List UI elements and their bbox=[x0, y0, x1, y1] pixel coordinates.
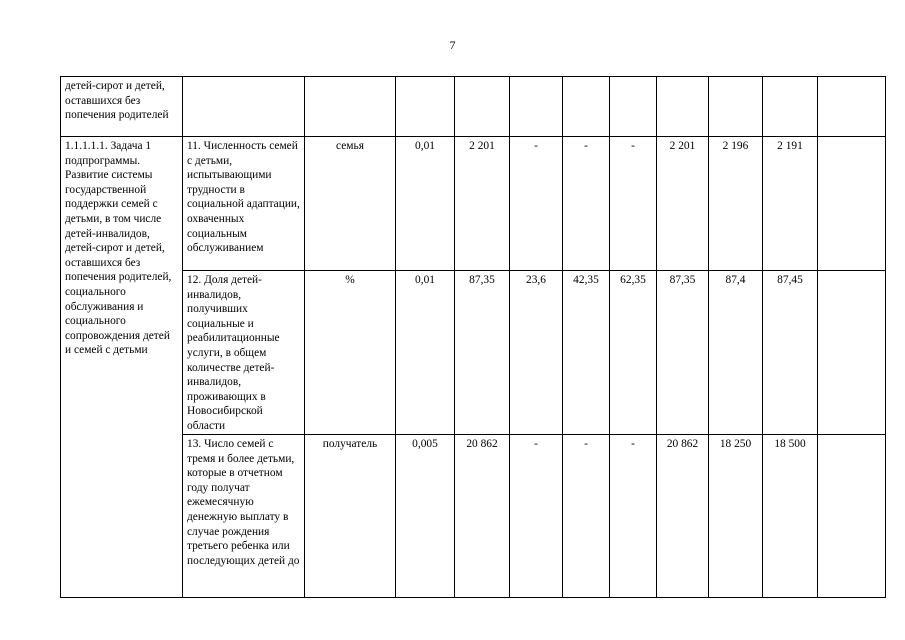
value-cell: 2 201 bbox=[455, 137, 510, 271]
value-cell: - bbox=[510, 435, 563, 598]
value-cell: 87,35 bbox=[657, 271, 709, 435]
weight-cell: 0,01 bbox=[396, 137, 455, 271]
indicators-table bbox=[60, 76, 886, 598]
value-cell: - bbox=[610, 435, 657, 598]
task-cell: детей-сирот и детей, оставшихся без попечения родителей bbox=[61, 77, 183, 137]
unit-cell bbox=[305, 77, 396, 137]
indicator-text: 13. Число семей с тремя и более детьми, которые в отчетном году получат ежемесячную денежную выплату в случае рождения третьего ребенка или последующих детей до bbox=[187, 438, 300, 567]
value-cell: 2 196 bbox=[709, 137, 763, 271]
indicator-cell bbox=[183, 77, 305, 137]
value-cell: 18 250 bbox=[709, 435, 763, 598]
value-cell: - bbox=[510, 137, 563, 271]
value-cell: 20 862 bbox=[455, 435, 510, 598]
note-cell bbox=[818, 271, 886, 435]
unit-cell: % bbox=[305, 271, 396, 435]
value-cell bbox=[657, 77, 709, 137]
value-cell: 18 500 bbox=[763, 435, 818, 598]
value-cell bbox=[763, 77, 818, 137]
value-cell bbox=[455, 77, 510, 137]
unit-cell: получатель bbox=[305, 435, 396, 598]
unit-cell: семья bbox=[305, 137, 396, 271]
value-cell bbox=[709, 77, 763, 137]
page-number: 7 bbox=[449, 38, 456, 52]
value-cell: - bbox=[563, 435, 610, 598]
indicator-cell: 12. Доля детей-инвалидов, получивших социальные и реабилитационные услуги, в общем количестве детей-инвалидов, проживающих в Новосибирской области bbox=[183, 271, 305, 435]
table-row bbox=[61, 435, 886, 598]
value-cell: 2 201 bbox=[657, 137, 709, 271]
weight-cell bbox=[396, 77, 455, 137]
task-cell: 1.1.1.1.1. Задача 1 подпрограммы. Развитие системы государственной поддержки семей с детьми, в том числе детей-инвалидов, детей-сирот и детей, оставшихся без попечения родителей, социального обслуживания и социального сопровождения детей и семей с детьми bbox=[61, 137, 183, 598]
value-cell: 20 862 bbox=[657, 435, 709, 598]
table-row bbox=[61, 77, 886, 137]
value-cell: 2 191 bbox=[763, 137, 818, 271]
value-cell: - bbox=[610, 137, 657, 271]
value-cell: 87,4 bbox=[709, 271, 763, 435]
note-cell bbox=[818, 77, 886, 137]
value-cell: - bbox=[563, 137, 610, 271]
value-cell bbox=[510, 77, 563, 137]
note-cell bbox=[818, 435, 886, 598]
weight-cell: 0,01 bbox=[396, 271, 455, 435]
weight-cell: 0,005 bbox=[396, 435, 455, 598]
note-cell bbox=[818, 137, 886, 271]
value-cell bbox=[610, 77, 657, 137]
value-cell: 23,6 bbox=[510, 271, 563, 435]
value-cell: 42,35 bbox=[563, 271, 610, 435]
value-cell bbox=[563, 77, 610, 137]
table-row bbox=[61, 271, 886, 435]
value-cell: 87,45 bbox=[763, 271, 818, 435]
value-cell: 62,35 bbox=[610, 271, 657, 435]
table-row bbox=[61, 137, 886, 271]
value-cell: 87,35 bbox=[455, 271, 510, 435]
indicator-cell bbox=[183, 435, 305, 598]
indicator-cell: 11. Численность семей с детьми, испытывающими трудности в социальной адаптации, охваченных социальным обслуживанием bbox=[183, 137, 305, 271]
